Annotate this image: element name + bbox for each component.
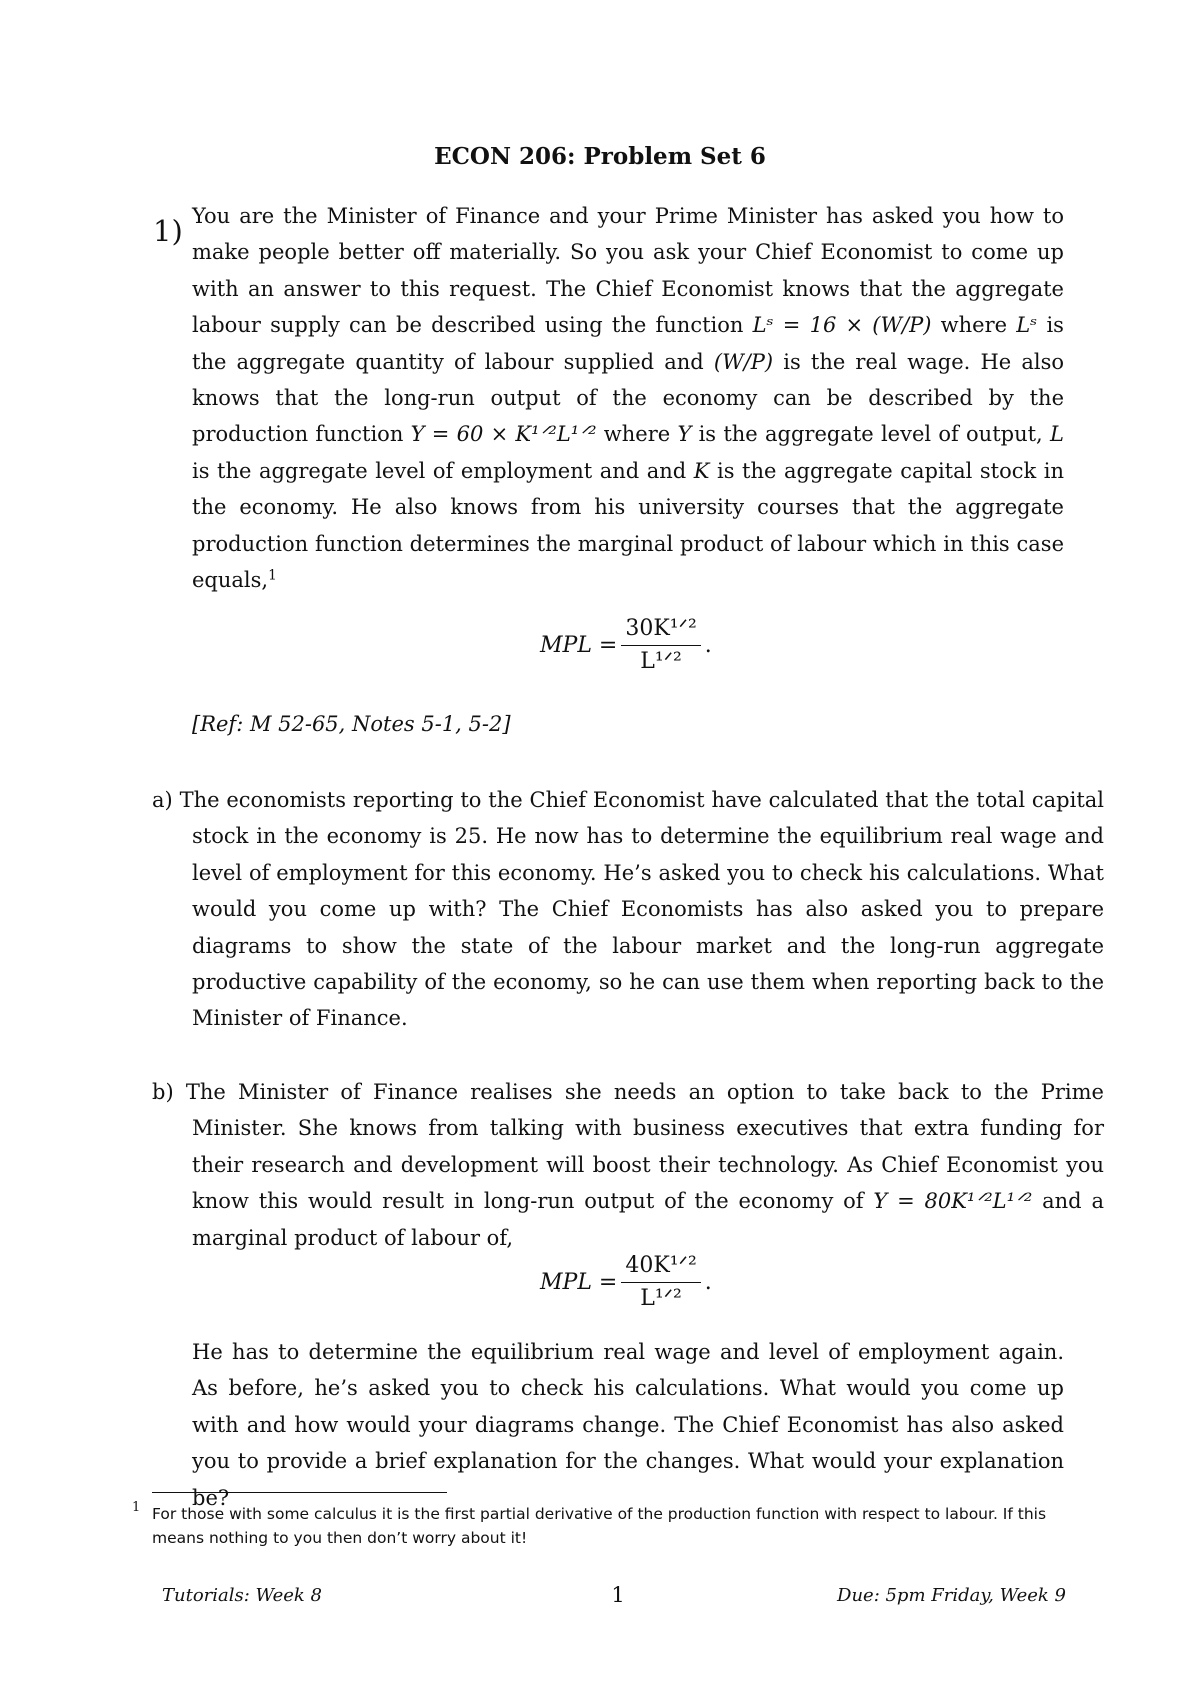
mpl-fraction: $\frac{\text{40K¹ᐟ²}}{\text{L¹ᐟ²}}$ [621, 1252, 700, 1313]
production-function-equation: Y = 60 × K¹ᐟ²L¹ᐟ² [410, 422, 597, 447]
mpl-equation-2: MPL = $\frac{\text{40K¹ᐟ²}}{\text{L¹ᐟ²}}$ . [540, 1253, 712, 1311]
question-number: 1) [153, 214, 183, 248]
output-equation: Y = 80K¹ᐟ²L¹ᐟ² [873, 1189, 1033, 1214]
footnote-reference: 1 [268, 567, 277, 584]
part-a-label: a) [152, 788, 173, 812]
part-b-followup: He has to determine the equilibrium real wage and level of employment again. As before, he’s asked you to check his calculations. What would you come up with and how would your diagrams change. The Chief Economist has also asked you to provide a brief explanation for the changes. What would your explanation be? [192, 1340, 1064, 1510]
part-b: b) The Minister of Finance realises she needs an option to take back to the Prime Minister. She knows from talking with business executives that extra funding for their research and development will boost their technology. As Chief Economist you know this would result in long-run output of the economy of Y = 80K¹ᐟ²L¹ᐟ² and a marginal product of labour of, [152, 1080, 1104, 1250]
footnote-mark: 1 [132, 1500, 141, 1515]
reference-note: [Ref: M 52-65, Notes 5-1, 5-2] [192, 712, 511, 736]
footnote-text: For those with some calculus it is the first partial derivative of the production function with respect to labour. If this means nothing to you then don’t worry about it! [152, 1505, 1047, 1547]
page-title: ECON 206: Problem Set 6 [434, 143, 766, 170]
question-1-intro: You are the Minister of Finance and your Prime Minister has asked you how to make people better off materially. So you ask your Chief Economist to come up with an answer to this request. The Chief Economist knows that the aggregate labour supply can be described using the function Lˢ = 16 × (W/P) where Lˢ is the aggregate quantity of labour supplied and (W/P) is the real wage. He also knows that the long-run output of the economy can be described by the production function Y = 60 × K¹ᐟ²L¹ᐟ² where Y is the aggregate level of output, L is the aggregate level of employment and and K is the aggregate capital stock in the economy. He also knows from his university courses that the aggregate production function determines the marginal product of labour which in this case equals,$^1$ [192, 204, 1064, 593]
part-a [152, 782, 1104, 1037]
part-b-label: b) [152, 1080, 174, 1104]
footer-due-date: Due: 5pm Friday, Week 9 [837, 1585, 1066, 1606]
mpl-fraction: $\frac{\text{30K¹ᐟ²}}{\text{L¹ᐟ²}}$ [621, 615, 700, 676]
mpl-equation-1: MPL = $\frac{\text{30K¹ᐟ²}}{\text{L¹ᐟ²}}$ . [540, 616, 712, 674]
footnote-divider [152, 1492, 447, 1493]
labour-supply-equation: Lˢ = 16 × (W/P) [752, 313, 932, 338]
part-a-text: The economists reporting to the Chief Economist have calculated that the total capital stock in the economy is 25. He now has to determine the equilibrium real wage and level of employment for this economy. He’s asked you to check his calculations. What would you come up with? The Chief Economists has also asked you to prepare diagrams to show the state of the labour market and the long-run aggregate productive capability of the economy, so he can use them when reporting back to the Minister of Finance. [179, 788, 1104, 1031]
footer-tutorials: Tutorials: Week 8 [162, 1585, 322, 1606]
page-number: 1 [611, 1583, 625, 1607]
